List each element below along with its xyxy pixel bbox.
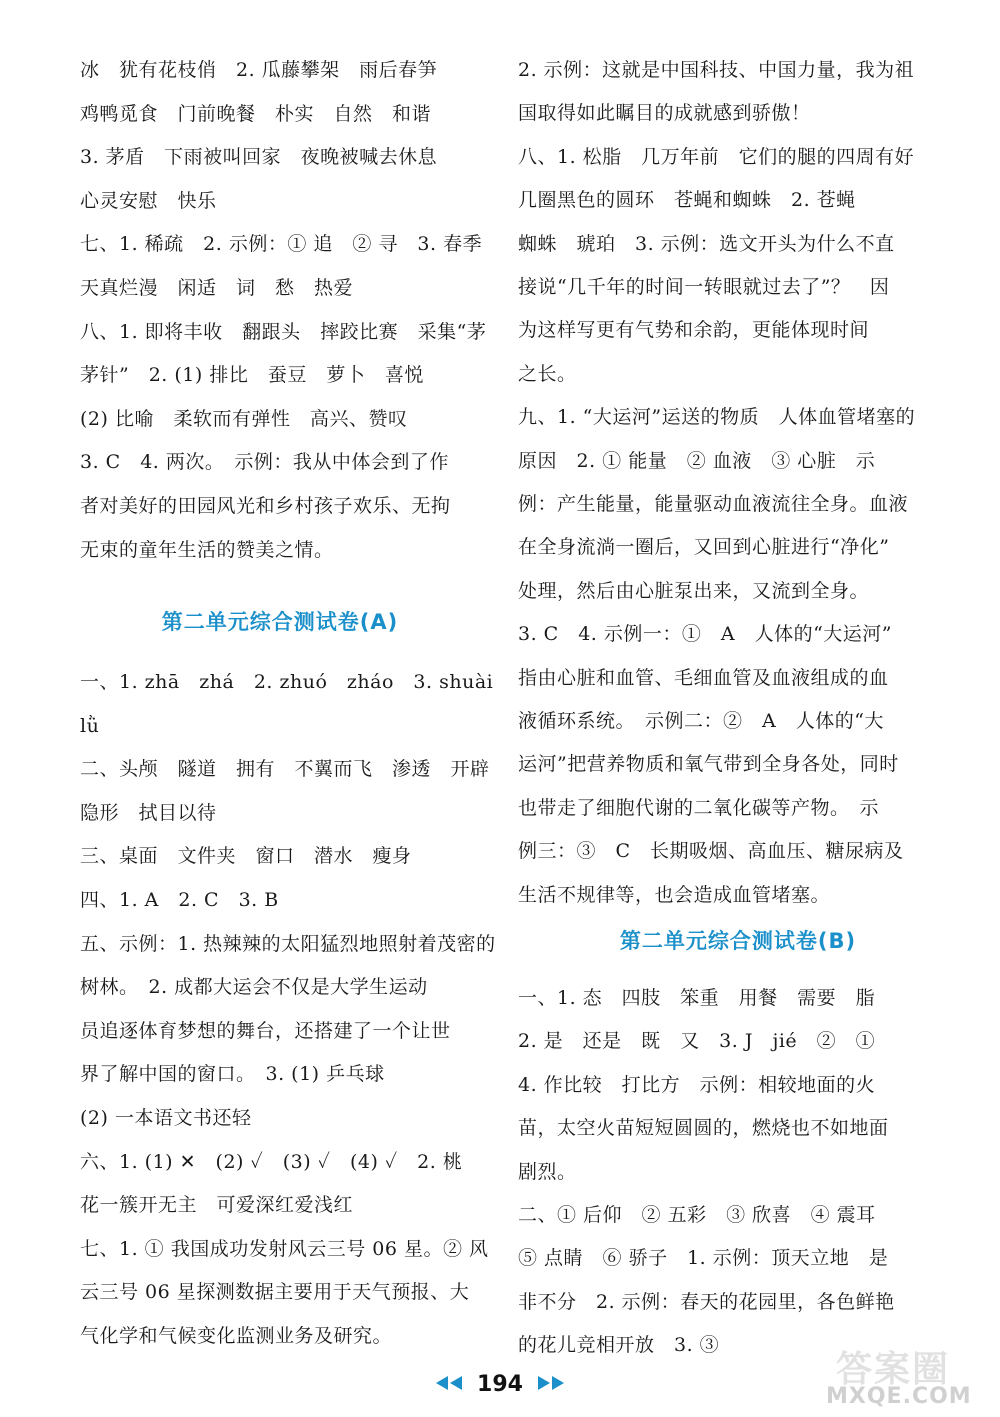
answer-line: 几圈黑色的圆环 苍蝇和蜘蛛 2. 苍蝇	[518, 189, 856, 212]
answer-line: 三、桌面 文件夹 窗口 潜水 瘦身	[80, 845, 412, 868]
watermark	[816, 1341, 986, 1411]
answer-line: 3. C 4. 两次。 示例：我从中体会到了作	[80, 451, 449, 474]
answer-line: 为这样写更有气势和余韵，更能体现时间	[518, 319, 870, 342]
answer-line: 茅针” 2. (1) 排比 蚕豆 萝卜 喜悦	[80, 364, 424, 387]
answer-line: 一、1. zhā zhá 2. zhuó zháo 3. shuài	[80, 671, 494, 693]
answer-line: 例：产生能量，能量驱动血液流往全身。血液	[518, 493, 909, 515]
answer-line: 八、1. 即将丰收 翻跟头 摔跤比赛 采集“茅	[80, 320, 487, 343]
answer-line: 蜘蛛 琥珀 3. 示例：选文开头为什么不直	[518, 232, 895, 255]
answer-line: 气化学和气候变化监测业务及研究。	[80, 1325, 393, 1347]
answer-line: 员追逐体育梦想的舞台，还搭建了一个让世	[80, 1019, 451, 1042]
answer-line: lǜ	[80, 714, 100, 737]
answer-line: 接说“几千年的时间一转眼就过去了”？ 因	[518, 276, 890, 298]
answer-line: 隐形 拭目以待	[80, 801, 217, 824]
answer-line: 苗，太空火苗短短圆圆的，燃烧也不如地面	[518, 1117, 889, 1140]
answer-line: 冰 犹有花枝俏 2. 瓜藤攀架 雨后春笋	[80, 59, 438, 81]
answer-line: 者对美好的田园风光和乡村孩子欢乐、无拘	[80, 495, 451, 517]
answer-line: 之长。	[518, 362, 577, 385]
answer-line: 花一簇开无主 可爱深红爱浅红	[80, 1194, 354, 1217]
answer-line: 4. 作比较 打比方 示例：相较地面的火	[518, 1073, 876, 1096]
page-number: 194	[477, 1372, 523, 1397]
answer-line: 2. 是 还是 既 又 3. J jié ② ①	[518, 1030, 876, 1053]
answer-line: 3. C 4. 示例一：① A 人体的“大运河”	[518, 623, 893, 646]
answer-line: 七、1. 稀疏 2. 示例：① 追 ② 寻 3. 春季	[80, 233, 483, 256]
answer-line: 在全身流淌一圈后，又回到心脏进行“净化”	[518, 536, 890, 559]
answer-line: 一、1. 态 四肢 笨重 用餐 需要 脂	[518, 987, 876, 1009]
watermark-logo: 答案圈	[836, 1349, 951, 1390]
answer-line: 原因 2. ① 能量 ② 血液 ③ 心脏 示	[518, 449, 876, 472]
answer-line: ⑤ 点睛 ⑥ 骄子 1. 示例：顶天立地 是	[518, 1247, 889, 1270]
answer-line: 二、头颅 隧道 拥有 不翼而飞 渗透 开辟	[80, 758, 490, 781]
answer-line: 处理，然后由心脏泵出来，又流到全身。	[518, 579, 870, 602]
answer-line: 3. 茅盾 下雨被叫回家 夜晚被喊去休息	[80, 146, 438, 169]
answer-line: 剧烈。	[518, 1160, 577, 1183]
double-left-triangle-icon	[434, 1375, 464, 1395]
answer-line: 八、1. 松脂 几万年前 它们的腿的四周有好	[518, 145, 915, 168]
answer-line: 的花儿竞相开放 3. ③	[518, 1334, 720, 1357]
answer-line: 四、1. A 2. C 3. B	[80, 889, 279, 911]
answer-line: 运河”把营养物质和氧气带到全身各处，同时	[518, 753, 899, 776]
answer-line: 鸡鸭觅食 门前晚餐 朴实 自然 和谐	[80, 102, 432, 125]
answer-line: 树林。 2. 成都大运会不仅是大学生运动	[80, 976, 428, 999]
answer-line: 2. 示例：这就是中国科技、中国力量，我为祖	[518, 59, 915, 81]
answer-line: (2) 一本语文书还轻	[80, 1107, 252, 1129]
watermark-site: MXQE.COM	[826, 1384, 972, 1409]
answer-line: 界了解中国的窗口。 3. (1) 乒乓球	[80, 1063, 385, 1086]
answer-line: 也带走了细胞代谢的二氧化碳等产物。 示	[518, 796, 880, 819]
answer-line: 生活不规律等，也会造成血管堵塞。	[518, 883, 831, 906]
answer-line: 液循环系统。 示例二：② A 人体的“大	[518, 710, 884, 732]
section-heading-unit2-b: 第二单元综合测试卷(B)	[619, 929, 857, 953]
answer-line: 二、① 后仰 ② 五彩 ③ 欣喜 ④ 震耳	[518, 1204, 876, 1226]
answer-line: 九、1. “大运河”运送的物质 人体血管堵塞的	[518, 406, 916, 429]
answer-line: 非不分 2. 示例：春天的花园里，各色鲜艳	[518, 1290, 895, 1313]
answer-line: 例三：③ C 长期吸烟、高血压、糖尿病及	[518, 840, 904, 863]
answer-line: 国取得如此瞩目的成就感到骄傲！	[518, 102, 811, 125]
answer-line: 天真烂漫 闲适 词 愁 热爱	[80, 277, 354, 299]
answer-line: 心灵安慰 快乐	[80, 189, 217, 212]
answer-line: 无束的童年生活的赞美之情。	[80, 538, 334, 561]
answer-line: 云三号 06 星探测数据主要用于天气预报、大	[80, 1281, 470, 1304]
answer-line: 六、1. (1) ✕ (2) ✓ (3) ✓ (4) ✓ 2. 桃	[80, 1150, 463, 1173]
answer-line: 指由心脏和血管、毛细血管及血液组成的血	[518, 666, 889, 689]
section-heading-unit2-a: 第二单元综合测试卷(A)	[161, 610, 399, 634]
answer-line: 五、示例：1. 热辣辣的太阳猛烈地照射着茂密的	[80, 932, 496, 955]
double-right-triangle-icon	[536, 1375, 566, 1395]
answer-line: 七、1. ① 我国成功发射风云三号 06 星。② 风	[80, 1237, 489, 1260]
answer-line: (2) 比喻 柔软而有弹性 高兴、赞叹	[80, 407, 408, 430]
